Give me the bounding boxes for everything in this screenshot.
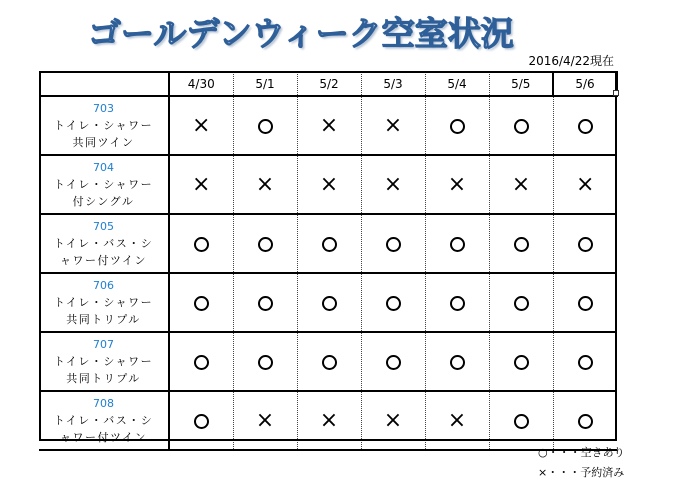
room-number: 706 (93, 279, 114, 292)
date-header[interactable]: 5/3 (361, 72, 425, 96)
booked-cross-icon: × (255, 407, 275, 433)
availability-cell[interactable] (297, 155, 361, 214)
room-row (39, 214, 617, 273)
available-circle-icon (194, 414, 209, 429)
booked-cross-icon: × (447, 407, 467, 433)
room-number: 704 (93, 161, 114, 174)
booked-cross-icon: × (383, 407, 403, 433)
available-circle-icon (322, 296, 337, 311)
booked-cross-icon: × (192, 112, 211, 138)
legend-available: ○・・・空きあり (538, 446, 625, 459)
available-circle-icon (258, 237, 273, 252)
room-row (39, 96, 617, 155)
date-header[interactable]: 5/4 (425, 72, 489, 96)
availability-cell[interactable] (233, 155, 297, 214)
available-circle-icon (514, 237, 529, 252)
room-number: 708 (93, 397, 114, 410)
booked-cross-icon: × (192, 171, 211, 197)
date-header[interactable]: 5/1 (233, 72, 297, 96)
availability-cell[interactable] (425, 155, 489, 214)
available-circle-icon (258, 119, 273, 134)
available-circle-icon (322, 237, 337, 252)
room-label-cell[interactable] (39, 332, 169, 391)
room-label-cell[interactable] (39, 96, 169, 155)
availability-cell[interactable] (233, 332, 297, 391)
available-circle-icon (450, 237, 465, 252)
availability-cell[interactable] (169, 214, 233, 273)
room-description-line2: 共同トリプル (66, 372, 141, 385)
availability-cell[interactable] (169, 155, 233, 214)
availability-cell[interactable] (297, 332, 361, 391)
room-row (39, 391, 617, 450)
available-circle-icon (514, 355, 529, 370)
available-circle-icon (578, 355, 593, 370)
available-circle-icon (578, 237, 593, 252)
room-description-line1: トイレ・シャワー (53, 355, 154, 368)
available-circle-icon (578, 414, 593, 429)
availability-cell[interactable] (361, 155, 425, 214)
room-description-line2: ャワー付ツイン (60, 431, 147, 444)
availability-cell[interactable] (233, 273, 297, 332)
available-circle-icon (514, 119, 529, 134)
room-description-line1: トイレ・シャワー (53, 178, 154, 191)
availability-cell[interactable] (297, 96, 361, 155)
room-number: 707 (93, 338, 114, 351)
availability-cell[interactable] (297, 214, 361, 273)
availability-cell[interactable] (553, 96, 617, 155)
available-circle-icon (578, 296, 593, 311)
room-row (39, 155, 617, 214)
available-circle-icon (258, 355, 273, 370)
booked-cross-icon: × (447, 171, 467, 197)
availability-cell[interactable] (169, 96, 233, 155)
available-circle-icon (386, 237, 401, 252)
availability-cell[interactable] (489, 214, 553, 273)
room-row (39, 332, 617, 391)
availability-cell[interactable] (489, 155, 553, 214)
availability-cell[interactable] (169, 273, 233, 332)
room-description-line2: 付シングル (72, 195, 135, 208)
room-description-line1: トイレ・シャワー (53, 296, 154, 309)
availability-cell[interactable] (553, 155, 617, 214)
booked-cross-icon: × (255, 171, 275, 197)
room-description-line2: 共同トリプル (66, 313, 141, 326)
room-label-cell[interactable] (39, 155, 169, 214)
booked-cross-icon: × (319, 407, 339, 433)
legend-booked: ×・・・予約済み (538, 466, 625, 479)
available-circle-icon (514, 414, 529, 429)
availability-cell[interactable] (297, 391, 361, 450)
date-header[interactable]: 5/5 (489, 72, 553, 96)
available-circle-icon (194, 296, 209, 311)
availability-cell[interactable] (489, 96, 553, 155)
availability-cell[interactable] (169, 391, 233, 450)
availability-cell[interactable] (553, 391, 617, 450)
corner-cell[interactable] (39, 72, 169, 96)
available-circle-icon (450, 355, 465, 370)
availability-cell[interactable] (233, 391, 297, 450)
room-label-cell[interactable] (39, 273, 169, 332)
room-description-line1: トイレ・バス・シ (53, 414, 154, 427)
room-description-line1: トイレ・シャワー (53, 119, 154, 132)
availability-cell[interactable] (361, 391, 425, 450)
booked-cross-icon: × (319, 171, 339, 197)
available-circle-icon (194, 355, 209, 370)
available-circle-icon (514, 296, 529, 311)
page-title: ゴールデンウィーク空室状況 (88, 14, 514, 53)
availability-cell[interactable] (553, 273, 617, 332)
booked-cross-icon: × (576, 171, 595, 197)
availability-cell[interactable] (553, 214, 617, 273)
available-circle-icon (386, 355, 401, 370)
header-row (39, 72, 617, 96)
room-description-line1: トイレ・バス・シ (53, 237, 154, 250)
availability-cell[interactable] (361, 273, 425, 332)
availability-cell[interactable] (361, 332, 425, 391)
date-header[interactable]: 5/2 (297, 72, 361, 96)
room-description-line2: 共同ツイン (72, 136, 135, 149)
available-circle-icon (450, 296, 465, 311)
cell-selection-handle[interactable] (613, 90, 619, 96)
availability-cell[interactable] (297, 273, 361, 332)
availability-cell[interactable] (489, 332, 553, 391)
availability-cell[interactable] (233, 96, 297, 155)
as-of-date: 2016/4/22現在 (528, 54, 614, 68)
availability-cell[interactable] (361, 96, 425, 155)
date-header-selected[interactable]: 5/6 (553, 72, 617, 96)
booked-cross-icon: × (383, 171, 403, 197)
availability-cell[interactable] (169, 332, 233, 391)
room-description-line2: ャワー付ツイン (60, 254, 147, 267)
booked-cross-icon: × (511, 171, 531, 197)
room-number: 705 (93, 220, 114, 233)
availability-cell[interactable] (361, 214, 425, 273)
booked-cross-icon: × (383, 112, 403, 138)
availability-cell[interactable] (553, 332, 617, 391)
available-circle-icon (386, 296, 401, 311)
availability-cell[interactable] (489, 391, 553, 450)
availability-cell[interactable] (425, 214, 489, 273)
available-circle-icon (258, 296, 273, 311)
booked-cross-icon: × (319, 112, 339, 138)
room-row (39, 273, 617, 332)
availability-cell[interactable] (425, 391, 489, 450)
available-circle-icon (194, 237, 209, 252)
available-circle-icon (450, 119, 465, 134)
availability-cell[interactable] (489, 273, 553, 332)
room-label-cell[interactable] (39, 391, 169, 450)
room-number: 703 (93, 102, 114, 115)
availability-cell[interactable] (425, 273, 489, 332)
available-circle-icon (578, 119, 593, 134)
availability-cell[interactable] (425, 332, 489, 391)
availability-cell[interactable] (425, 96, 489, 155)
availability-table (39, 71, 618, 451)
available-circle-icon (322, 355, 337, 370)
room-label-cell[interactable] (39, 214, 169, 273)
availability-cell[interactable] (233, 214, 297, 273)
date-header[interactable]: 4/30 (169, 72, 233, 96)
